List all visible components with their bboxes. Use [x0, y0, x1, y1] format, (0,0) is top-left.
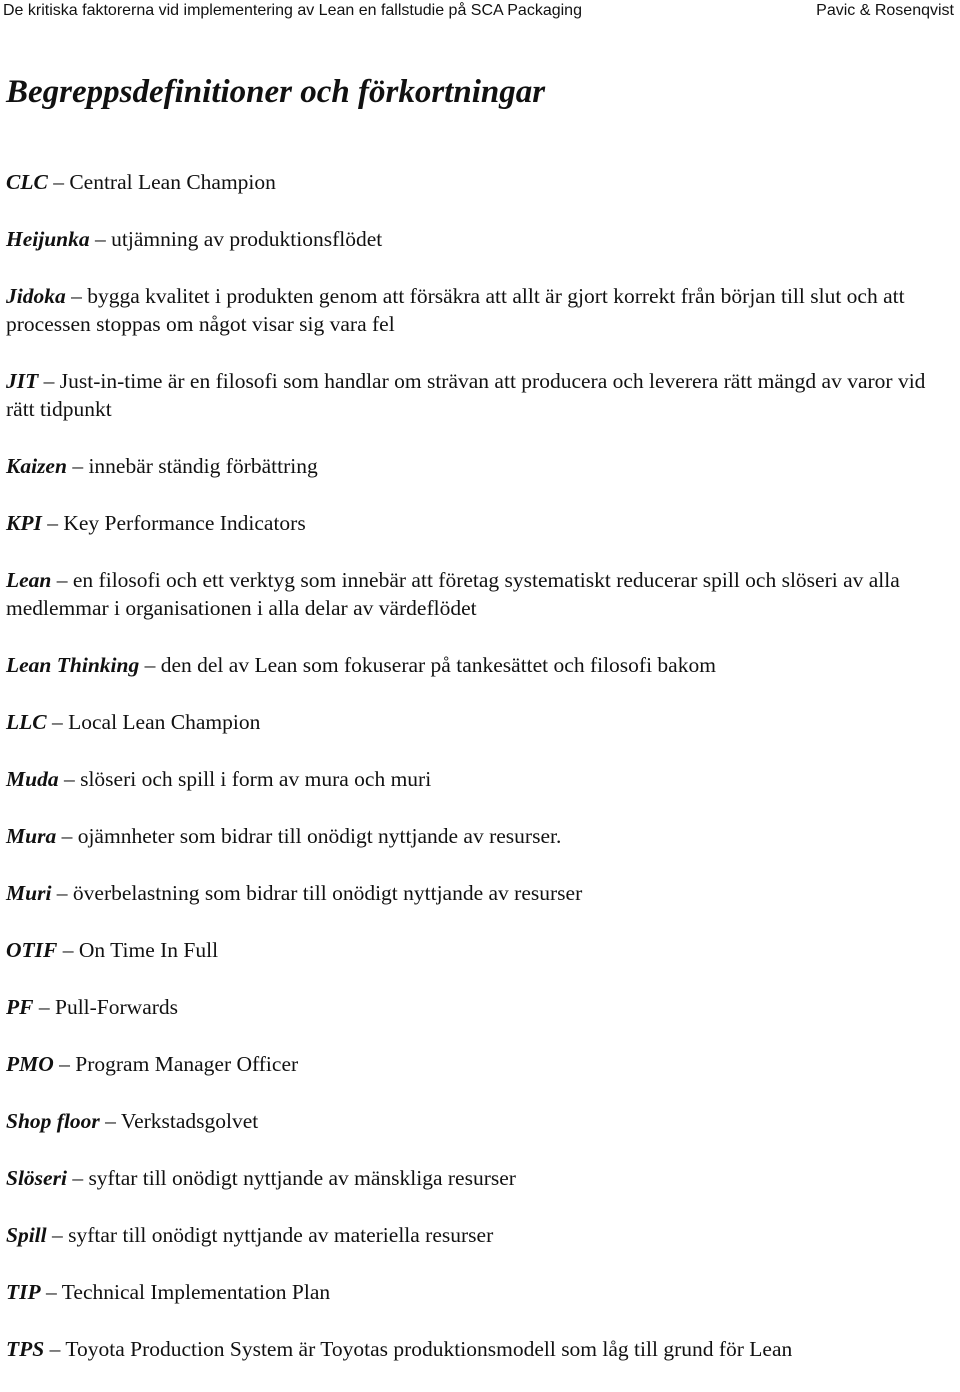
- definition-term: Heijunka: [6, 227, 90, 251]
- definition-description: Local Lean Champion: [68, 710, 261, 734]
- definition-term: Shop floor: [6, 1109, 100, 1133]
- definition-term: Mura: [6, 824, 57, 848]
- definition-term: LLC: [6, 710, 47, 734]
- definition-item: Shop floor – Verkstadsgolvet: [6, 1109, 259, 1133]
- page-header: [0, 0, 960, 24]
- definition-description: den del av Lean som fokuserar på tankesättet och filosofi bakom: [160, 653, 716, 677]
- definition-item: Heijunka – utjämning av produktionsflödet: [6, 227, 383, 251]
- definition-description: On Time In Full: [78, 938, 219, 962]
- definition-term: Jidoka: [6, 284, 66, 308]
- definition-term: PMO: [6, 1052, 54, 1076]
- definition-item: Mura – ojämnheter som bidrar till onödigt nyttjande av resurser.: [6, 824, 562, 848]
- section-heading: Begreppsdefinitioner och förkortningar: [6, 74, 546, 110]
- definition-term: JIT: [6, 369, 39, 393]
- definition-item: TPS – Toyota Production System är Toyotas produktionsmodell som låg till grund för Lean: [6, 1337, 793, 1361]
- definition-item: Muri – överbelastning som bidrar till onödigt nyttjande av resurser: [6, 881, 583, 905]
- definition-item: TIP – Technical Implementation Plan: [6, 1280, 331, 1304]
- definition-description: syftar till onödigt nyttjande av mänskliga resurser: [88, 1166, 516, 1190]
- definition-item: JIT – Just-in-time är en filosofi som handlar om strävan att producera och leverera rätt mängd av varor vid rätt tidpunkt: [6, 369, 926, 421]
- definition-term: Lean Thinking: [6, 653, 140, 677]
- definition-item: Jidoka – bygga kvalitet i produkten genom att försäkra att allt är gjort korrekt från början till slut och att processen stoppas om något visar sig vara fel: [6, 284, 905, 336]
- definition-description: bygga kvalitet i produkten genom att försäkra att allt är gjort korrekt från början till slut och att processen stoppas om något visar sig vara fel: [6, 284, 905, 336]
- definition-item: LLC – Local Lean Champion: [6, 710, 261, 734]
- definition-item: Spill – syftar till onödigt nyttjande av materiella resurser: [6, 1223, 494, 1247]
- definition-item: OTIF – On Time In Full: [6, 938, 219, 962]
- definition-description: Toyota Production System är Toyotas produktionsmodell som låg till grund för Lean: [65, 1337, 793, 1361]
- definition-term: OTIF: [6, 938, 58, 962]
- definition-item: Muda – slöseri och spill i form av mura och muri: [6, 767, 432, 791]
- definition-description: Program Manager Officer: [75, 1052, 299, 1076]
- header-document-title: De kritiska faktorerna vid implementering av Lean en fallstudie på SCA Packaging: [3, 2, 582, 19]
- definition-term: PF: [6, 995, 34, 1019]
- definition-term: Slöseri: [6, 1166, 67, 1190]
- definition-term: TPS: [6, 1337, 45, 1361]
- definition-item: Slöseri – syftar till onödigt nyttjande av mänskliga resurser: [6, 1166, 516, 1190]
- header-authors: Pavic & Rosenqvist: [816, 2, 954, 19]
- definition-description: ojämnheter som bidrar till onödigt nyttjande av resurser.: [77, 824, 562, 848]
- definition-description: Pull-Forwards: [54, 995, 179, 1019]
- definition-term: Kaizen: [6, 454, 67, 478]
- definition-description: en filosofi och ett verktyg som innebär att företag systematiskt reducerar spill och slöseri av alla medlemmar i organisationen i alla delar av värdeflödet: [6, 568, 900, 620]
- definition-item: Kaizen – innebär ständig förbättring: [6, 454, 318, 478]
- definition-description: slöseri och spill i form av mura och muri: [80, 767, 432, 791]
- definition-description: utjämning av produktionsflödet: [111, 227, 383, 251]
- definition-item: KPI – Key Performance Indicators: [6, 511, 306, 535]
- definition-term: CLC: [6, 170, 48, 194]
- definition-item: PMO – Program Manager Officer: [6, 1052, 299, 1076]
- definition-description: Just-in-time är en filosofi som handlar om strävan att producera och leverera rätt mängd av varor vid rätt tidpunkt: [6, 369, 926, 421]
- definition-item: Lean Thinking – den del av Lean som fokuserar på tankesättet och filosofi bakom: [6, 653, 716, 677]
- definition-term: Spill: [6, 1223, 47, 1247]
- definition-item: PF – Pull-Forwards: [6, 995, 179, 1019]
- definition-item: CLC – Central Lean Champion: [6, 170, 276, 194]
- definition-item: Lean – en filosofi och ett verktyg som innebär att företag systematiskt reducerar spill och slöseri av alla medlemmar i organisationen i alla delar av värdeflödet: [6, 568, 900, 620]
- definitions-list: [6, 168, 956, 1392]
- definition-description: Technical Implementation Plan: [61, 1280, 331, 1304]
- definition-term: KPI: [6, 511, 42, 535]
- definition-description: syftar till onödigt nyttjande av materiella resurser: [68, 1223, 494, 1247]
- definition-description: Key Performance Indicators: [63, 511, 306, 535]
- definition-term: Lean: [6, 568, 52, 592]
- definition-term: TIP: [6, 1280, 41, 1304]
- definition-description: innebär ständig förbättring: [88, 454, 318, 478]
- definition-term: Muri: [6, 881, 52, 905]
- definition-description: Central Lean Champion: [69, 170, 276, 194]
- definition-description: överbelastning som bidrar till onödigt nyttjande av resurser: [72, 881, 583, 905]
- definition-term: Muda: [6, 767, 59, 791]
- definition-description: Verkstadsgolvet: [120, 1109, 259, 1133]
